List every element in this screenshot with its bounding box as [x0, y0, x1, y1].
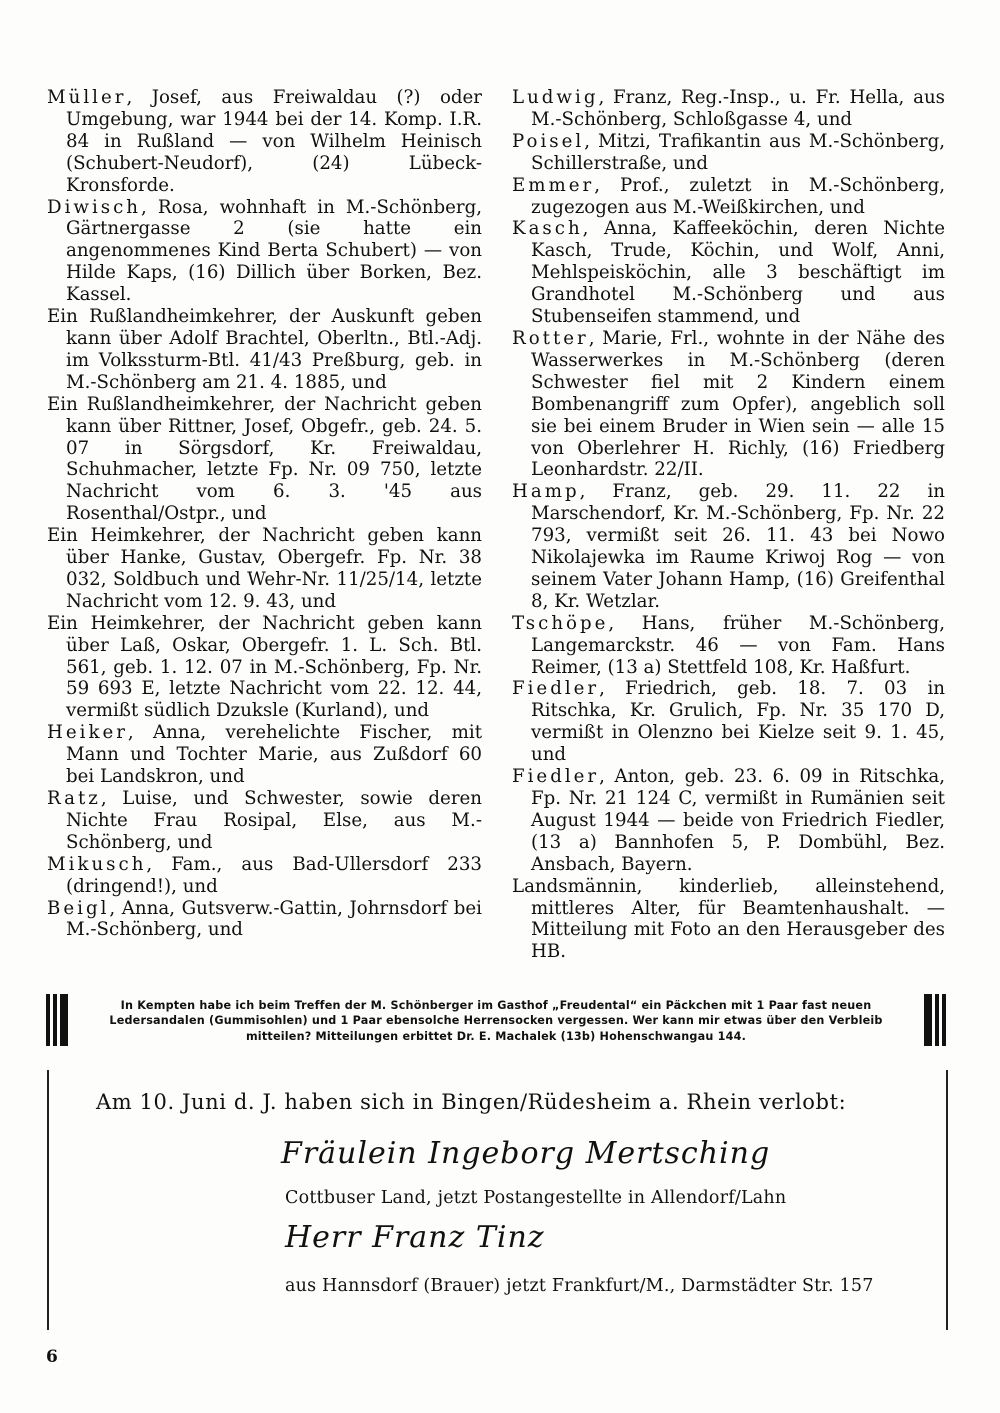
entry-surname: Tschöpe [512, 612, 609, 634]
entry-surname: Müller [47, 87, 127, 108]
list-item [512, 218, 945, 328]
entry-text: , Fam., aus Bad-Ullersdorf 233 (dringend!), und [66, 853, 482, 897]
entry-surname: Emmer [512, 174, 595, 196]
groom-details: aus Hannsdorf (Brauer) jetzt Frankfurt/M., Darmstädter Str. 157 [285, 1276, 874, 1296]
bride-details: Cottbuser Land, jetzt Postangestellte in Allendorf/Lahn [285, 1188, 787, 1208]
entry-text: , Anton, geb. 23. 6. 09 in Ritschka, Fp. Nr. 21 124 C, vermißt in Rumänien seit August 1944 — beide von Friedrich Fiedler, (13 a) Bannhofen 5, P. Dombühl, Bez. Ansbach, Bayern. [531, 766, 945, 875]
entry-text: , Luise, und Schwester, sowie deren Nichte Frau Rosipal, Else, aus M.-Schönberg, und [66, 788, 482, 853]
entry-surname: Ratz [47, 788, 101, 809]
list-item [47, 525, 482, 613]
list-item [47, 197, 482, 307]
entry-text: , Friedrich, geb. 18. 7. 03 in Ritschka, Kr. Grulich, Fp. Nr. 35 170 D, vermißt in Olenzno bei Kielze seit 9. 1. 45, und [531, 678, 945, 766]
list-item [512, 175, 945, 219]
list-item [47, 394, 482, 525]
entry-text: Ein Heimkehrer, der Nachricht geben kann über Hanke, Gustav, Obergefr. Fp. Nr. 38 032, Soldbuch und Wehr-Nr. 11/25/14, letzte Nachricht vom 12. 9. 43, und [47, 525, 482, 612]
list-item [47, 613, 482, 723]
entry-text: , Franz, geb. 29. 11. 22 in Marschendorf, Kr. M.-Schönberg, Fp. Nr. 22 793, vermißt seit 26. 11. 43 bei Nowo Nikolajewka im Raume Kriwoj Rog — von seinem Vater Johann Hamp, (16) Greifenthal 8, Kr. Wetzlar. [531, 481, 945, 612]
entry-surname: Fiedler [512, 766, 600, 788]
entry-text: , Prof., zuletzt in M.-Schönberg, zugezogen aus M.-Weißkirchen, und [531, 174, 945, 218]
entry-text: , Hans, früher M.-Schönberg, Langemarckstr. 46 — von Fam. Hans Reimer, (13 a) Stettfeld 108, Kr. Haßfurt. [531, 612, 945, 678]
entry-text: , Anna, Kaffeeköchin, deren Nichte Kasch, Trude, Köchin, und Wolf, Anni, Mehlspeisköchin, alle 3 beschäftigt im Grandhotel M.-Schönberg und aus Stubenseifen stammend, und [531, 218, 945, 328]
entry-surname: Rotter [512, 327, 589, 349]
announcement-heading: Am 10. Juni d. J. haben sich in Bingen/Rüdesheim a. Rhein verlobt: [96, 1090, 847, 1114]
list-item [512, 481, 945, 612]
entry-text: Ein Rußlandheimkehrer, der Nachricht geben kann über Rittner, Josef, Obgefr., geb. 24. 5. 07 in Sörgsdorf, Kr. Freiwaldau, Schuhmacher, letzte Fp. Nr. 09 750, letzte Nachricht vom 6. 3. '45 aus Rosenthal/Ostpr., und [47, 393, 482, 525]
list-item [47, 788, 482, 854]
entry-text: , Anna, verehelichte Fischer, mit Mann und Tochter Marie, aus Zußdorf 60 bei Landskron, und [66, 722, 482, 788]
list-item [512, 613, 945, 679]
list-item [512, 87, 945, 131]
entry-surname: Poisel [512, 130, 585, 152]
entry-surname: Fiedler [512, 678, 600, 700]
entry-text: , Rosa, wohnhaft in M.-Schönberg, Gärtnergasse 2 (sie hatte ein angenommenes Kind Berta Schubert) — von Hilde Kaps, (16) Dillich über Borken, Bez. Kassel. [66, 196, 482, 306]
entry-text: , Mitzi, Trafikantin aus M.-Schönberg, Schillerstraße, und [531, 130, 945, 174]
list-item [512, 766, 945, 876]
lost-item-notice [46, 994, 946, 1049]
list-item [47, 306, 482, 394]
list-item [512, 678, 945, 766]
bride-name: Fräulein Ingeborg Mertsching [281, 1136, 771, 1171]
entry-surname: Mikusch [47, 853, 147, 875]
list-item [47, 854, 482, 898]
entry-surname: Hamp [512, 481, 580, 503]
entry-surname: Kasch [512, 218, 583, 240]
entry-text: , Franz, Reg.-Insp., u. Fr. Hella, aus M.-Schönberg, Schloßgasse 4, und [531, 87, 945, 130]
page-number: 6 [46, 1347, 58, 1367]
engagement-announcement [47, 1070, 948, 1330]
entry-text: Landsmännin, kinderlieb, alleinstehend, mittleres Alter, für Beamtenhaushalt. — Mitteilung mit Foto an den Herausgeber des HB. [512, 875, 945, 963]
entry-text: , Marie, Frl., wohnte in der Nähe des Wasserwerkes in M.-Schönberg (deren Schwester fiel mit 2 Kindern einem Bombenangriff zum Opfer), angeblich soll sie bei einem Bruder in Wien sein — alle 15 von Oberlehrer H. Richly, (16) Friedberg Leonhardstr. 22/II. [531, 327, 945, 481]
entry-surname: Ludwig [512, 87, 599, 108]
list-item [47, 87, 482, 197]
decorative-bars-right [924, 994, 946, 1046]
entry-surname: Beigl [47, 897, 110, 919]
notice-text: In Kempten habe ich beim Treffen der M. Schönberger im Gasthof „Freudental“ ein Päckchen mit 1 Paar fast neuen Ledersandalen (Gummisohlen) und 1 Paar ebensolche Herrensocken vergessen. Wer kann mir etwas über den Verbleib mitteilen? Mitteilungen erbittet Dr. E. Machalek (13b) Hohenschwangau 144. [109, 999, 883, 1043]
entry-text: Ein Rußlandheimkehrer, der Auskunft geben kann über Adolf Brachtel, Oberltn., Btl.-Adj. im Volkssturm-Btl. 41/43 Preßburg, geb. in M.-Schönberg am 21. 4. 1885, und [47, 306, 482, 393]
left-column [47, 87, 482, 941]
entry-text: Ein Heimkehrer, der Nachricht geben kann über Laß, Oskar, Obergefr. 1. L. Sch. Btl. 561, geb. 1. 12. 07 in M.-Schönberg, Fp. Nr. 59 693 E, letzte Nachricht vom 22. 12. 44, vermißt südlich Dzuksle (Kurland), und [47, 612, 482, 722]
decorative-bars-left [46, 994, 68, 1046]
list-item [512, 328, 945, 481]
entry-text: , Josef, aus Freiwaldau (?) oder Umgebung, war 1944 bei der 14. Komp. I.R. 84 in Rußland — von Wilhelm Heinisch (Schubert-Neudorf), (24) Lübeck-Kronsforde. [66, 87, 482, 196]
entry-surname: Heiker [47, 722, 128, 744]
groom-name: Herr Franz Tinz [285, 1220, 545, 1255]
list-item [512, 131, 945, 175]
entry-text: , Anna, Gutsverw.-Gattin, Johrnsdorf bei M.-Schönberg, und [66, 897, 482, 941]
right-column [512, 87, 945, 963]
list-item [47, 722, 482, 788]
list-item [512, 876, 945, 964]
list-item [47, 898, 482, 942]
entry-surname: Diwisch [47, 196, 142, 218]
